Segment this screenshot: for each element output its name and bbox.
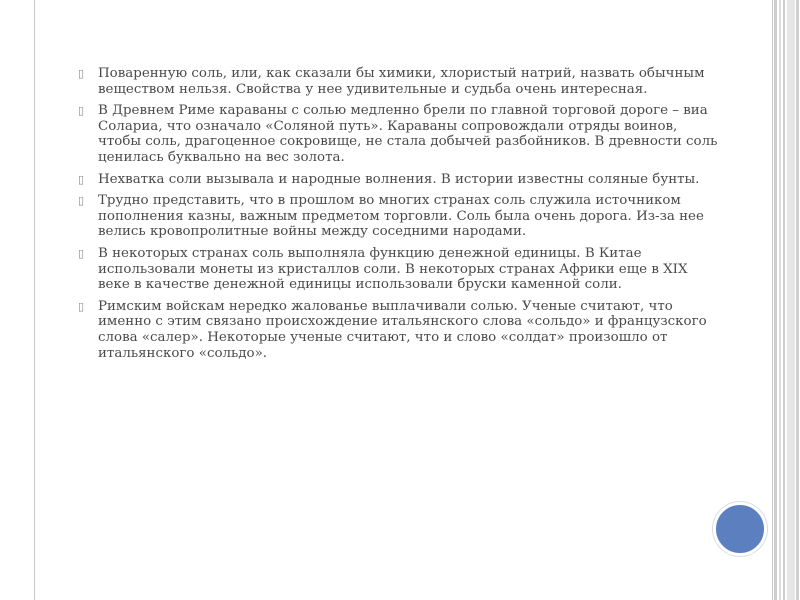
bullet-item xyxy=(78,103,718,165)
bullet-item xyxy=(78,246,718,293)
bullet-icon: ▯ xyxy=(78,67,85,80)
bullet-icon: ▯ xyxy=(78,172,85,186)
slide-content xyxy=(78,66,718,367)
decorative-rail xyxy=(796,0,799,600)
accent-circle-icon xyxy=(713,502,767,556)
bullet-icon: ▯ xyxy=(78,246,85,260)
bullet-text: Поваренную соль, или, как сказали бы химики, хлористый натрий, назвать обычным веществом нельзя. Свойства у нее удивительные и судьба очень интересная. xyxy=(98,66,705,97)
bullet-text: В некоторых странах соль выполняла функцию денежной единицы. В Китае использовали монеты из кристаллов соли. В некоторых странах Африки еще в XIX веке в качестве денежной единицы использовали бруски каменной соли. xyxy=(98,245,688,293)
bullet-item xyxy=(78,193,718,240)
bullet-text: В Древнем Риме караваны с солью медленно брели по главной торговой дороге – виа Солариа, что означало «Соляной путь». Караваны сопровождали отряды воинов, чтобы соль, драгоценное сокровище, не стала добычей разбойников. В древности соль ценилась буквально на вес золота. xyxy=(98,103,718,165)
bullet-item xyxy=(78,172,718,188)
decorative-rail xyxy=(774,0,777,600)
bullet-text: Римским войскам нередко жалованье выплачивали солью. Ученые считают, что именно с этим связано происхождение итальянского слова «сольдо» и французского слова «салер». Некоторые ученые считают, что и слово «солдат» произошло от итальянского «сольдо». xyxy=(98,298,707,361)
bullet-item xyxy=(78,66,718,97)
decorative-rail xyxy=(779,0,781,600)
bullet-icon: ▯ xyxy=(78,194,85,208)
decorative-rail xyxy=(783,0,785,600)
bullet-text: Трудно представить, что в прошлом во многих странах соль служила источником пополнения казны, важным предметом торговли. Соль была очень дорога. Из-за нее велись кровопролитные войны между соседними народами. xyxy=(98,193,704,240)
bullet-text: Нехватка соли вызывала и народные волнения. В истории известны соляные бунты. xyxy=(98,171,700,187)
bullet-icon: ▯ xyxy=(78,104,85,118)
bullet-item xyxy=(78,299,718,361)
bullet-list xyxy=(78,66,718,361)
bullet-icon: ▯ xyxy=(78,299,85,313)
decorative-rail xyxy=(787,0,795,600)
